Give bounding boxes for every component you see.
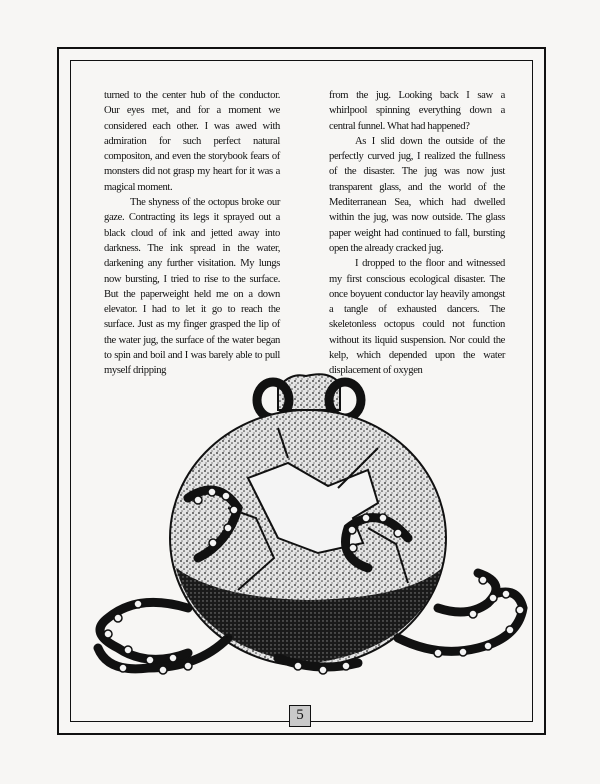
paragraph: The shyness of the octopus broke our gaze. Contracting its legs it sprayed out a black cloud of ink and jetted away into darkness. The ink spread in the water, darkening any further visitation. My lungs now bursting, I tried to rise to the surface. But the paperweight held me on a down elevator. I had to let it go to reach the surface. Just as my finger grasped the lip of the water jug, the surface of the water began to spin and boil and I was barely able to pull myself dripping [104,197,280,377]
paragraph: I dropped to the floor and witnessed my first conscious ecological disaster. The once boyuent conductor lay heavily amongst a tangle of exhausted dancers. The skeletonless octopus could not function without its liquid suspension. Nor could the kelp, which depended upon the water displacement of oxygen [329,258,505,377]
page-number: 5 [289,705,311,727]
paragraph: from the jug. Looking back I saw a whirlpool spinning everything down a central funnel. What had happened? [329,90,505,132]
octopus-jug-illustration [78,368,532,698]
left-text-column [104,88,280,379]
paragraph: turned to the center hub of the conductor. Our eyes met, and for a moment we considered each other. I was awed with admiration for such perfect natural compositon, and even the storybook fears of monsters did not grasp my heart for it was a magical moment. [104,90,280,193]
paragraph: As I slid down the outside of the perfectly curved jug, I realized the fullness of the disaster. The jug was now just transparent glass, and the world of the Mediterranean Sea, which had dwelled within the jug, was now outside. The glass paper weight had continued to fall, bursting open the already cracked jug. [329,135,505,254]
right-text-column [329,88,505,379]
